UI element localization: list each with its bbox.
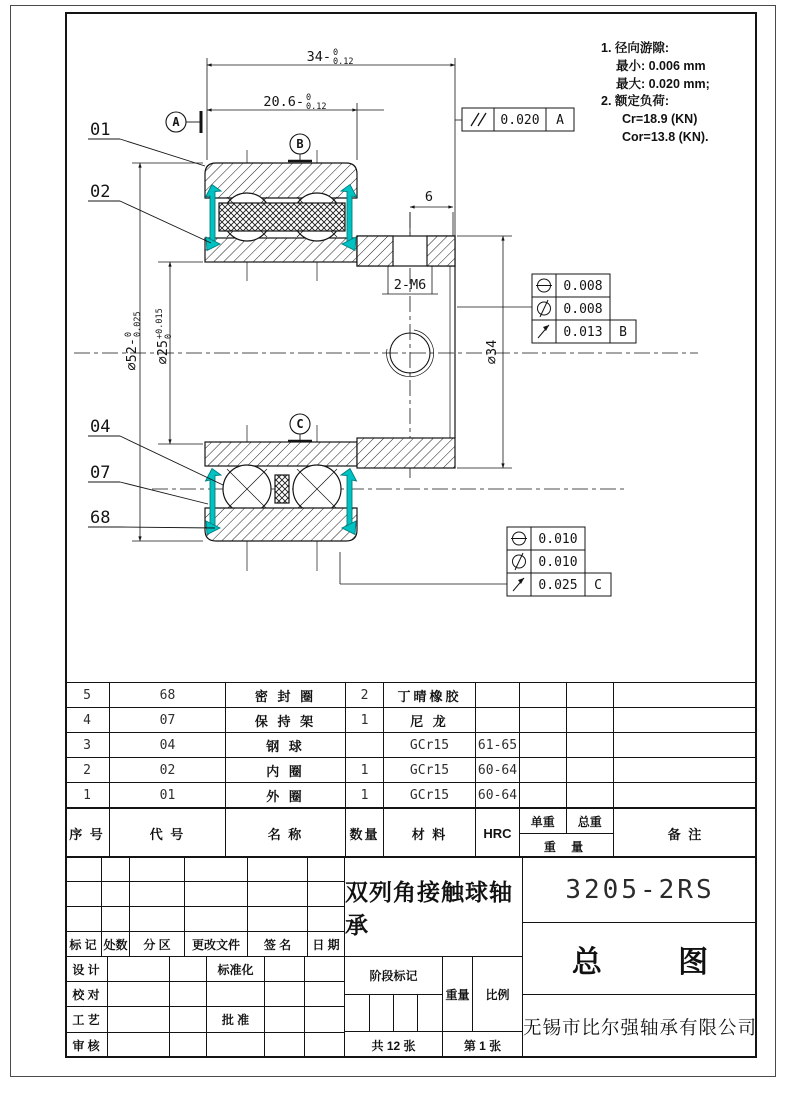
svg-text:A: A	[172, 115, 180, 129]
empty-cell	[305, 1007, 345, 1033]
empty-cell	[65, 858, 102, 882]
header-total-weight: 总重	[577, 814, 602, 829]
stage-mark-label: 阶段标记	[345, 957, 443, 995]
empty-cell	[567, 708, 614, 732]
empty-cell	[614, 783, 757, 807]
datum-b	[288, 134, 312, 161]
balloon-04: 04	[90, 417, 111, 437]
code-cell: 68	[110, 683, 226, 707]
code-cell: 04	[110, 733, 226, 757]
code-cell: 07	[110, 708, 226, 732]
empty-cell	[102, 907, 130, 932]
svg-text:0.008: 0.008	[563, 302, 603, 317]
empty-cell	[614, 708, 757, 732]
rev-header-count: 处数	[102, 932, 130, 957]
svg-text:0: 0	[164, 333, 174, 339]
empty-cell	[170, 1007, 207, 1033]
svg-text:C: C	[296, 417, 304, 431]
header-code: 代 号	[110, 809, 226, 858]
svg-text:0.010: 0.010	[538, 555, 578, 570]
svg-text:0.12: 0.12	[306, 102, 327, 112]
upper-bearing-section	[205, 163, 455, 266]
dim-flange-diameter	[484, 340, 500, 364]
dim-bore-diameter	[155, 308, 174, 364]
empty-cell	[185, 858, 248, 882]
role-approval: 批 准	[207, 1007, 265, 1033]
material-cell: 丁晴橡胶	[384, 683, 476, 707]
svg-text:+0.015: +0.015	[155, 308, 165, 339]
rev-header-sign: 签 名	[248, 932, 308, 957]
empty-cell	[370, 995, 394, 1032]
empty-cell	[614, 758, 757, 782]
header-name: 名 称	[226, 809, 346, 858]
empty-cell	[248, 858, 308, 882]
empty-cell	[520, 708, 567, 732]
title-block	[65, 858, 757, 1058]
note-line: 2. 额定负荷:	[601, 94, 670, 109]
model-number: 3205-2RS	[523, 858, 757, 923]
header-qty: 数量	[346, 809, 384, 858]
qty-cell	[346, 733, 384, 757]
balloon-02: 02	[90, 182, 111, 202]
svg-text:0.12: 0.12	[333, 57, 354, 67]
seq-cell: 1	[65, 783, 110, 807]
drawing-type: 总 图	[523, 923, 757, 995]
balloon-01: 01	[90, 120, 111, 140]
outer-ring-upper	[205, 163, 357, 198]
hrc-cell	[476, 683, 520, 707]
empty-cell	[108, 957, 170, 982]
empty-cell	[170, 982, 207, 1007]
empty-cell	[520, 733, 567, 757]
name-cell: 保 持 架	[226, 708, 346, 732]
parts-list-header	[65, 808, 757, 858]
header-seq: 序 号	[65, 809, 110, 858]
table-row	[65, 733, 757, 758]
balloon-68: 68	[90, 508, 111, 528]
datum-a	[166, 111, 201, 133]
rev-header-zone: 分 区	[130, 932, 185, 957]
header-unit-weight: 单重	[520, 809, 567, 833]
header-weight-group	[520, 809, 614, 858]
dim-total-width: 34-	[306, 49, 331, 65]
empty-cell	[308, 858, 345, 882]
empty-cell	[130, 858, 185, 882]
empty-cell	[108, 1007, 170, 1033]
empty-cell	[567, 733, 614, 757]
name-cell: 内 圈	[226, 758, 346, 782]
empty-cell	[567, 783, 614, 807]
svg-text:0.013: 0.013	[563, 325, 603, 340]
svg-text:0.020: 0.020	[500, 113, 540, 128]
qty-cell: 2	[346, 683, 384, 707]
inner-ring-upper	[205, 238, 357, 262]
qty-cell: 1	[346, 708, 384, 732]
dim-bearing-width: 20.6-	[263, 94, 304, 110]
empty-cell	[520, 758, 567, 782]
empty-cell	[170, 1033, 207, 1058]
empty-cell	[185, 907, 248, 932]
fcf-stack-low	[340, 527, 611, 596]
svg-text:0: 0	[306, 93, 312, 103]
empty-cell	[108, 982, 170, 1007]
seal-band-upper	[219, 203, 345, 231]
empty-cell	[102, 858, 130, 882]
empty-cell	[394, 995, 418, 1032]
empty-cell	[265, 1007, 305, 1033]
rev-header-doc: 更改文件	[185, 932, 248, 957]
drawing-name: 双列角接触球轴承	[345, 858, 523, 957]
table-row	[65, 683, 757, 708]
empty-cell	[130, 882, 185, 907]
hrc-cell	[476, 708, 520, 732]
dim-thread: 2-M6	[393, 277, 427, 293]
rev-header-mark: 标 记	[65, 932, 102, 957]
empty-cell	[520, 783, 567, 807]
svg-text:⌀34: ⌀34	[484, 339, 500, 365]
empty-cell	[567, 758, 614, 782]
empty-cell	[248, 907, 308, 932]
svg-text:C: C	[594, 578, 602, 593]
seq-cell: 5	[65, 683, 110, 707]
flange-lower	[357, 438, 455, 468]
name-cell: 钢 球	[226, 733, 346, 757]
empty-cell	[308, 907, 345, 932]
seq-cell: 3	[65, 733, 110, 757]
name-cell: 外 圈	[226, 783, 346, 807]
material-cell: GCr15	[384, 733, 476, 757]
lower-bearing-section	[205, 438, 455, 541]
fcf-stack-mid	[457, 274, 636, 343]
table-row	[65, 783, 757, 808]
empty-cell	[207, 982, 265, 1007]
empty-cell	[265, 982, 305, 1007]
material-cell: GCr15	[384, 783, 476, 807]
empty-cell	[418, 995, 443, 1032]
dim-hole-offset: 6	[424, 189, 434, 205]
empty-cell	[308, 882, 345, 907]
svg-text:⌀25: ⌀25	[155, 340, 171, 365]
role-check: 校 对	[65, 982, 108, 1007]
table-row	[65, 758, 757, 783]
empty-cell	[305, 957, 345, 982]
code-cell: 01	[110, 783, 226, 807]
note-line: Cor=13.8 (KN).	[622, 129, 709, 144]
empty-cell	[520, 683, 567, 707]
note-line: 最大: 0.020 mm;	[616, 76, 710, 91]
company-name: 无锡市比尔强轴承有限公司	[523, 1016, 757, 1038]
header-material: 材 料	[384, 809, 476, 858]
technical-notes	[601, 40, 761, 147]
role-standardization: 标准化	[207, 957, 265, 982]
scale-label: 比例	[473, 957, 523, 1032]
cage-block-lower	[275, 475, 289, 503]
inner-ring-lower	[205, 442, 357, 466]
empty-cell	[265, 957, 305, 982]
svg-text:B: B	[619, 325, 627, 340]
empty-cell	[108, 1033, 170, 1058]
empty-cell	[185, 882, 248, 907]
sheets-total: 共 12 张	[345, 1032, 443, 1058]
svg-text:0: 0	[124, 331, 134, 337]
note-line: Cr=18.9 (KN)	[622, 112, 698, 126]
empty-cell	[265, 1033, 305, 1058]
svg-text:0: 0	[333, 48, 339, 58]
svg-text:0.010: 0.010	[538, 532, 578, 547]
svg-text:⌀52-: ⌀52-	[124, 338, 140, 371]
svg-text:0.025: 0.025	[538, 578, 578, 593]
material-cell: GCr15	[384, 758, 476, 782]
empty-cell	[65, 907, 102, 932]
qty-cell: 1	[346, 783, 384, 807]
table-row	[65, 708, 757, 733]
hrc-cell: 60-64	[476, 783, 520, 807]
empty-cell	[130, 907, 185, 932]
header-remark: 备 注	[667, 827, 704, 842]
code-cell: 02	[110, 758, 226, 782]
empty-cell	[345, 995, 370, 1032]
empty-cell	[305, 1033, 345, 1058]
empty-cell	[207, 1033, 265, 1058]
empty-cell	[567, 683, 614, 707]
svg-text:0.025: 0.025	[133, 311, 143, 337]
hrc-cell: 61-65	[476, 733, 520, 757]
note-line: 最小: 0.006 mm	[616, 58, 706, 73]
empty-cell	[65, 882, 102, 907]
outer-ring-lower	[205, 508, 357, 541]
svg-text:B: B	[296, 137, 304, 151]
empty-cell	[102, 882, 130, 907]
material-cell: 尼 龙	[384, 708, 476, 732]
svg-text:A: A	[556, 113, 564, 128]
seq-cell: 4	[65, 708, 110, 732]
empty-cell	[170, 957, 207, 982]
sheet-number: 第 1 张	[443, 1032, 523, 1058]
empty-cell	[248, 882, 308, 907]
name-cell: 密 封 圈	[226, 683, 346, 707]
header-hrc: HRC	[476, 809, 520, 858]
role-process: 工 艺	[65, 1007, 108, 1033]
note-line: 1. 径向游隙:	[601, 41, 670, 55]
seq-cell: 2	[65, 758, 110, 782]
balloon-07: 07	[90, 463, 111, 483]
qty-cell: 1	[346, 758, 384, 782]
weight-label: 重量	[443, 957, 473, 1032]
fcf-parallelism	[455, 108, 574, 131]
parts-list	[65, 682, 757, 858]
datum-c	[288, 414, 312, 441]
header-weight: 重 量	[543, 839, 590, 854]
hrc-cell: 60-64	[476, 758, 520, 782]
role-audit: 审 核	[65, 1033, 108, 1058]
svg-text:0.008: 0.008	[563, 279, 603, 294]
empty-cell	[305, 982, 345, 1007]
empty-cell	[614, 733, 757, 757]
empty-cell	[614, 683, 757, 707]
rev-header-date: 日 期	[308, 932, 345, 957]
role-design: 设 计	[65, 957, 108, 982]
